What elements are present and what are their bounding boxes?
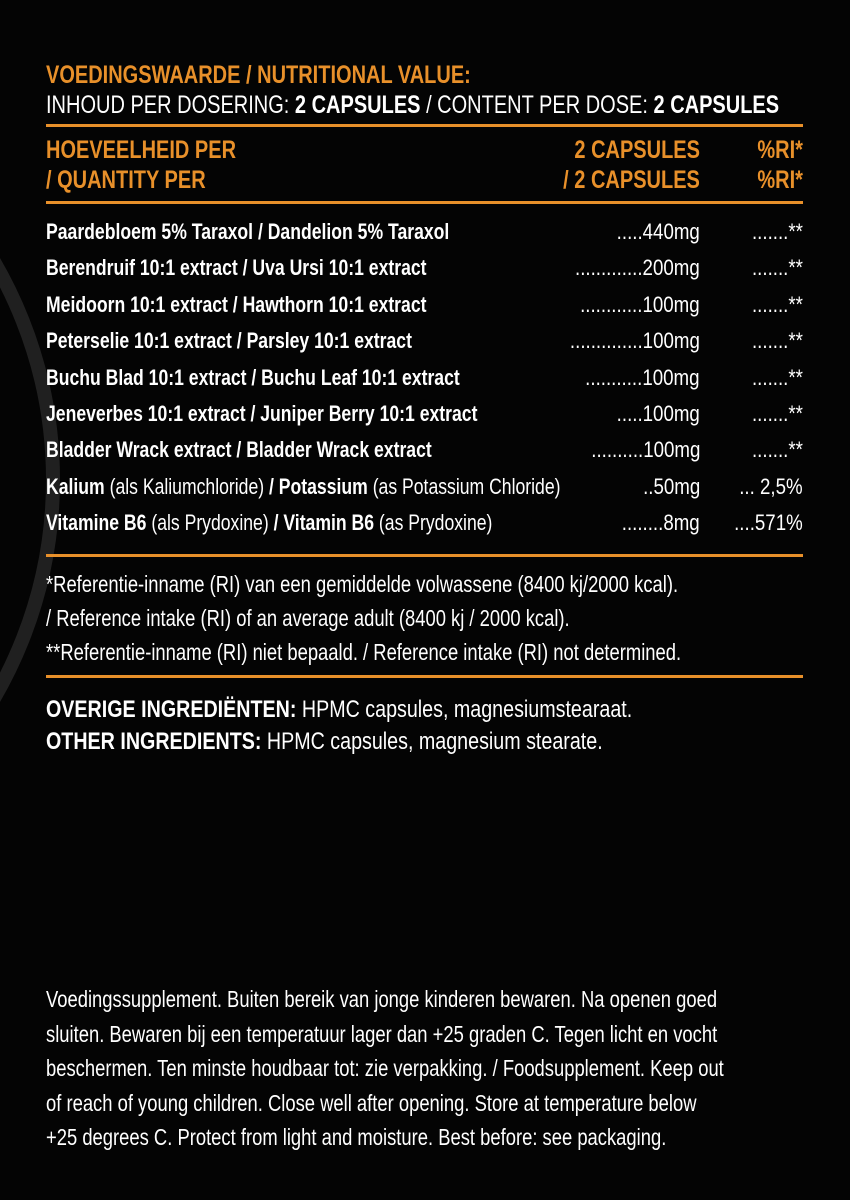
dose-value-nl: 2 CAPSULES [294,91,421,119]
warning-line: beschermen. Ten minste houdbaar tot: zie verpakking. / Foodsupplement. Keep out [46,1055,724,1081]
ingredient-name: Jeneverbes 10:1 extract / Juniper Berry 10:1 extract [46,400,478,426]
ingredient-amount: ...........100mg [585,364,700,390]
quantity-label-en: / QUANTITY PER [46,166,206,194]
ingredient-name: Peterselie 10:1 extract / Parsley 10:1 extract [46,328,412,354]
ingredient-ri: .......** [752,255,803,281]
nutrition-label [46,60,803,758]
ingredient-note: (als Prydoxine) [146,510,274,536]
footnotes [46,567,803,669]
ingredient-ri: .......** [752,437,803,463]
table-row [46,250,803,286]
other-ingredients-text-nl: HPMC capsules, magnesiumstearaat. [296,695,633,723]
ingredient-ri: ....571% [734,510,803,536]
ingredient-name: Vitamine B6 [46,510,147,536]
ri-column-nl: %RI* [757,136,803,164]
ingredient-ri: .......** [752,291,803,317]
ingredient-note: (as Potassium Chloride) [367,473,561,499]
dose-value-en: 2 CAPSULES [653,91,780,119]
footnote: / Reference intake (RI) of an average adult (8400 kj / 2000 kcal). [46,604,570,631]
dose-subtitle [46,90,803,120]
ingredient-ri: .......** [752,400,803,426]
warning-line: sluiten. Bewaren bij een temperatuur lager dan +25 graden C. Tegen licht en vocht [46,1020,718,1047]
warning-text [46,982,803,1155]
other-ingredients-text-en: HPMC capsules, magnesium stearate. [261,727,603,755]
table-row [46,432,803,468]
table-header [46,135,803,197]
ingredient-amount: .....100mg [616,400,700,426]
ingredient-amount: ..............100mg [570,328,700,354]
table-row [46,287,803,323]
ingredient-ri: .......** [752,219,803,244]
ingredient-name-en: / Potassium [269,473,368,499]
ingredient-amount: .............200mg [575,255,700,281]
divider [46,675,803,678]
divider [46,201,803,204]
dose-column-nl: 2 CAPSULES [574,136,700,164]
ingredient-amount: ............100mg [580,291,700,317]
warning-line: Voedingssupplement. Buiten bereik van jonge kinderen bewaren. Na openen goed [46,986,718,1012]
ingredient-amount: .....440mg [616,219,700,244]
ingredient-amount: ........8mg [622,510,700,536]
warning-line: of reach of young children. Close well after opening. Store at temperature below [46,1089,697,1116]
ingredient-note: (als Kaliumchloride) [104,473,270,499]
ingredient-name: Bladder Wrack extract / Bladder Wrack extract [46,437,432,463]
ingredient-amount: ..50mg [642,473,700,499]
ingredient-name: Meidoorn 10:1 extract / Hawthorn 10:1 extract [46,291,427,317]
ri-column-en: %RI* [757,166,803,194]
other-ingredients-label-en: OTHER INGREDIENTS: [46,727,262,755]
footnote: *Referentie-inname (RI) van een gemiddelde volwassene (8400 kj/2000 kcal). [46,570,679,597]
table-row [46,214,803,250]
nutrition-title [46,60,803,90]
nutrient-table [46,214,803,542]
ingredient-ri: .......** [752,364,803,390]
dose-column-en: / 2 CAPSULES [563,166,700,194]
ingredient-name: Berendruif 10:1 extract / Uva Ursi 10:1 extract [46,255,427,281]
table-row [46,396,803,432]
divider [46,554,803,557]
dose-prefix-nl: INHOUD PER DOSERING: [46,91,295,119]
table-row [46,505,803,541]
ingredient-name: Paardebloem 5% Taraxol / Dandelion 5% Taraxol [46,219,450,244]
ingredient-ri: .......** [752,328,803,354]
divider [46,124,803,127]
nutrition-title-text: VOEDINGSWAARDE / NUTRITIONAL VALUE: [46,61,471,89]
table-row [46,469,803,505]
other-ingredients-label-nl: OVERIGE INGREDIËNTEN: [46,695,297,723]
quantity-label-nl: HOEVEELHEID PER [46,136,237,164]
dose-prefix-en: / CONTENT PER DOSE: [420,91,654,119]
ingredient-ri: ... 2,5% [739,473,803,499]
ingredient-name-en: / Vitamin B6 [273,510,375,536]
footnote: **Referentie-inname (RI) niet bepaald. / Reference intake (RI) not determined. [46,638,682,665]
ingredient-name: Kalium [46,473,105,499]
warning-line: +25 degrees C. Protect from light and moisture. Best before: see packaging. [46,1124,667,1150]
other-ingredients [46,694,803,758]
table-row [46,323,803,359]
ingredient-amount: ..........100mg [590,437,700,463]
ingredient-note: (as Prydoxine) [374,510,493,536]
table-row [46,360,803,396]
ingredient-name: Buchu Blad 10:1 extract / Buchu Leaf 10:1 extract [46,364,460,390]
